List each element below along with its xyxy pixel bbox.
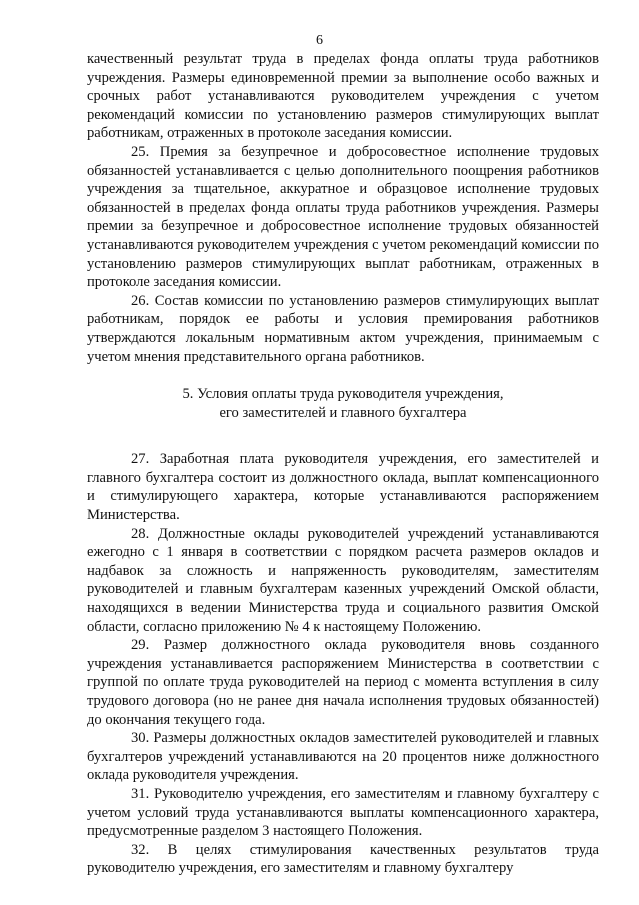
section-heading-line-1: 5. Условия оплаты труда руководителя учреждения, xyxy=(182,386,504,403)
section-heading-line-2: его заместителей и главного бухгалтера xyxy=(219,404,467,421)
paragraph-30: 30. Размеры должностных окладов заместителей руководителей и главных бухгалтеров учреждений устанавливаются на 20 процентов ниже должностного оклада руководителя учреждения. xyxy=(87,730,599,784)
paragraph-continuation: качественный результат труда в пределах фонда оплаты труда работников учреждения. Размеры единовременной премии за выполнение особо важных и срочных работ устанавливаются руководителем учреждения с учетом рекомендаций комиссии по установлению размеров стимулирующих выплат работникам, отраженных в протоколе заседания комиссии. xyxy=(87,51,599,142)
paragraph-31: 31. Руководителю учреждения, его заместителям и главному бухгалтеру с учетом условий труда устанавливаются выплаты компенсационного характера, предусмотренные разделом 3 настоящего Положения. xyxy=(87,785,599,840)
paragraph-25: 25. Премия за безупречное и добросовестное исполнение трудовых обязанностей устанавливается с целью дополнительного поощрения работников учреждения за тщательное, аккуратное и образцовое исполнение трудовых обязанностей в пределах фонда оплаты труда работников учреждения. Размеры премии за безупречное и добросовестное исполнение трудовых обязанностей устанавливаются руководителем учреждения с учетом рекомендаций комиссии по установлению размеров стимулирующих выплат работникам, отраженных в протоколе заседания комиссии. xyxy=(87,143,599,291)
paragraph-29: 29. Размер должностного оклада руководителя вновь созданного учреждения устанавливается распоряжением Министерства в соответствии с группой по оплате труда руководителей на период с момента вступления в силу трудового договора (но не ранее дня начала исполнения трудовых обязанностей) до окончания текущего года. xyxy=(87,637,599,728)
paragraph-26: 26. Состав комиссии по установлению размеров стимулирующих выплат работникам, порядок ее работы и условия премирования работников утверждаются локальным нормативным актом учреждения, принимаемым с учетом мнения представительного органа работников. xyxy=(87,292,599,365)
section-5-heading xyxy=(87,385,599,422)
document-body xyxy=(87,50,599,878)
paragraph-27: 27. Заработная плата руководителя учреждения, его заместителей и главного бухгалтера состоит из должностного оклада, выплат компенсационного и стимулирующего характера, которые устанавливаются распоряжением Министерства. xyxy=(87,451,599,524)
paragraph-28: 28. Должностные оклады руководителей учреждений устанавливаются ежегодно с 1 января в соответствии с порядком расчета размеров окладов и надбавок за сложность и напряженность руководителям, заместителям руководителей и главным бухгалтерам казенных учреждений Омской области, находящихся в ведении Министерства труда и социального развития Омской области, согласно приложению № 4 к настоящему Положению. xyxy=(87,525,599,635)
paragraph-32: 32. В целях стимулирования качественных результатов труда руководителю учреждения, его заместителям и главному бухгалтеру xyxy=(87,841,599,877)
page-number: 6 xyxy=(316,33,323,48)
